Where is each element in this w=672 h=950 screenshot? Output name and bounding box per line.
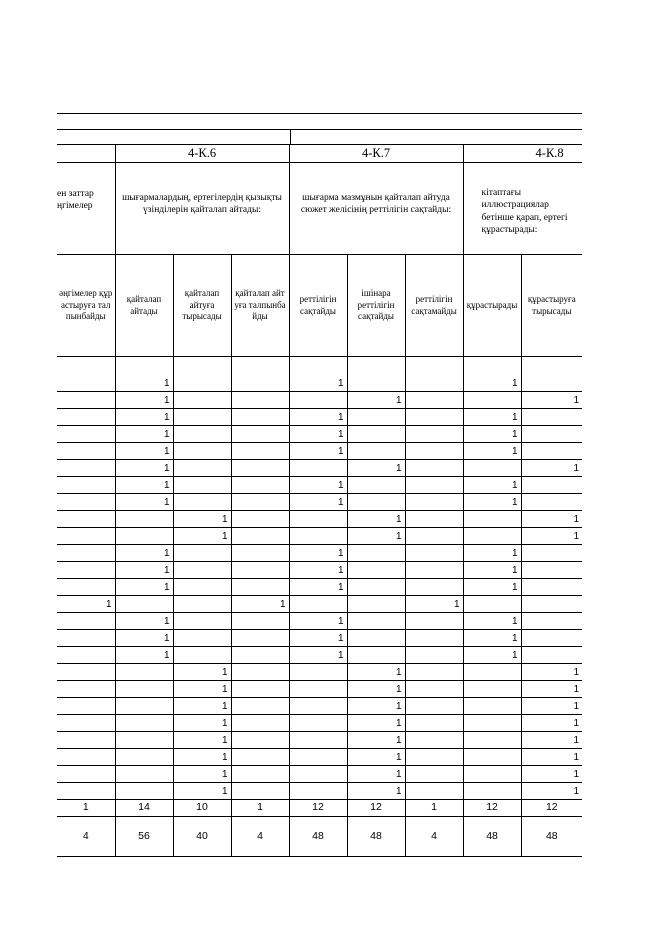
table-row [57, 409, 582, 426]
value-cell: 1 [289, 613, 347, 630]
value-cell: 1 [115, 426, 173, 443]
value-cell: 1 [463, 426, 521, 443]
value-cell [347, 647, 405, 664]
value-cell [521, 545, 582, 562]
value-cell [405, 528, 463, 545]
value-cell [347, 545, 405, 562]
value-cell [173, 613, 231, 630]
code-cell [57, 145, 115, 163]
value-cell [57, 528, 115, 545]
percent-cell: 48 [289, 817, 347, 857]
value-cell [347, 613, 405, 630]
percent-cell: 4 [231, 817, 289, 857]
percents-row [57, 817, 582, 857]
value-cell [115, 511, 173, 528]
value-cell: 1 [289, 562, 347, 579]
subheader-cell: қайталап айтуға талпынбайды [231, 255, 289, 357]
value-cell: 1 [463, 357, 521, 392]
subheader-row [57, 255, 582, 357]
value-cell [405, 511, 463, 528]
value-cell: 1 [347, 783, 405, 800]
value-cell: 1 [463, 562, 521, 579]
value-cell: 1 [289, 443, 347, 460]
table-row [57, 494, 582, 511]
value-cell: 1 [463, 630, 521, 647]
total-cell: 12 [347, 800, 405, 817]
value-cell: 1 [173, 528, 231, 545]
value-cell [405, 494, 463, 511]
value-cell: 1 [521, 715, 582, 732]
value-cell [173, 562, 231, 579]
value-cell: 1 [463, 477, 521, 494]
table-row [57, 528, 582, 545]
value-cell [289, 392, 347, 409]
value-cell [231, 494, 289, 511]
value-cell [289, 698, 347, 715]
value-cell: 1 [289, 409, 347, 426]
value-cell [231, 443, 289, 460]
value-cell [289, 511, 347, 528]
description-cell [289, 163, 463, 255]
value-cell [405, 647, 463, 664]
value-cell [231, 681, 289, 698]
value-cell: 1 [347, 698, 405, 715]
value-cell: 1 [347, 681, 405, 698]
value-cell [463, 698, 521, 715]
value-cell [231, 545, 289, 562]
value-cell: 1 [115, 545, 173, 562]
value-cell [347, 426, 405, 443]
table-row [57, 698, 582, 715]
value-cell: 1 [289, 630, 347, 647]
value-cell: 1 [115, 562, 173, 579]
value-cell [347, 494, 405, 511]
header-rule [57, 129, 582, 130]
percent-cell: 40 [173, 817, 231, 857]
value-cell [405, 443, 463, 460]
value-cell [231, 664, 289, 681]
value-cell [231, 562, 289, 579]
subheader-cell: қайталап айтады [115, 255, 173, 357]
table-row [57, 715, 582, 732]
description-text: шығармалардың, ертегілердің қызықты үзінділерін қайталап айтады: [122, 193, 282, 216]
value-cell [231, 732, 289, 749]
value-cell: 1 [289, 477, 347, 494]
value-cell [289, 715, 347, 732]
table-row [57, 579, 582, 596]
value-cell: 1 [289, 647, 347, 664]
total-cell: 12 [521, 800, 582, 817]
value-cell [521, 596, 582, 613]
value-cell [405, 766, 463, 783]
value-cell [463, 392, 521, 409]
table-row [57, 477, 582, 494]
value-cell [521, 443, 582, 460]
value-cell [231, 409, 289, 426]
code-cell: 4-К.8 [463, 145, 582, 163]
value-cell: 1 [463, 494, 521, 511]
value-cell: 1 [115, 494, 173, 511]
value-cell [463, 749, 521, 766]
value-cell: 1 [231, 596, 289, 613]
value-cell [173, 647, 231, 664]
value-cell: 1 [347, 528, 405, 545]
value-cell [521, 562, 582, 579]
value-cell [289, 460, 347, 477]
value-cell: 1 [405, 596, 463, 613]
percent-cell: 4 [57, 817, 115, 857]
value-cell: 1 [347, 732, 405, 749]
value-cell [173, 630, 231, 647]
value-cell [289, 596, 347, 613]
value-cell [405, 630, 463, 647]
value-cell [231, 766, 289, 783]
value-cell [57, 426, 115, 443]
value-cell [405, 579, 463, 596]
value-cell: 1 [347, 511, 405, 528]
value-cell: 1 [521, 460, 582, 477]
value-cell: 1 [115, 613, 173, 630]
value-cell: 1 [173, 783, 231, 800]
value-cell: 1 [289, 426, 347, 443]
percent-cell: 48 [463, 817, 521, 857]
value-cell: 1 [115, 477, 173, 494]
value-cell: 1 [289, 494, 347, 511]
value-cell [463, 528, 521, 545]
value-cell [347, 477, 405, 494]
subheader-cell: қайталап айтуға тырысады [173, 255, 231, 357]
value-cell [405, 715, 463, 732]
value-cell [463, 766, 521, 783]
table-row [57, 783, 582, 800]
value-cell [173, 443, 231, 460]
value-cell: 1 [347, 715, 405, 732]
value-cell: 1 [463, 545, 521, 562]
value-cell [405, 783, 463, 800]
value-cell [347, 630, 405, 647]
value-cell [521, 494, 582, 511]
value-cell [289, 664, 347, 681]
value-cell [231, 715, 289, 732]
code-row [57, 145, 582, 163]
value-cell: 1 [521, 732, 582, 749]
value-cell: 1 [521, 783, 582, 800]
table-row [57, 766, 582, 783]
value-cell: 1 [173, 511, 231, 528]
value-cell [57, 681, 115, 698]
value-cell: 1 [173, 766, 231, 783]
value-cell: 1 [115, 460, 173, 477]
value-cell [115, 681, 173, 698]
value-cell [231, 426, 289, 443]
value-cell: 1 [173, 732, 231, 749]
value-cell [57, 511, 115, 528]
table-row [57, 511, 582, 528]
value-cell [173, 357, 231, 392]
value-cell [405, 392, 463, 409]
value-cell: 1 [57, 596, 115, 613]
table-row [57, 596, 582, 613]
table-row [57, 357, 582, 392]
value-cell: 1 [115, 443, 173, 460]
value-cell [463, 732, 521, 749]
table-row [57, 392, 582, 409]
value-cell [463, 596, 521, 613]
value-cell: 1 [173, 664, 231, 681]
value-cell [173, 392, 231, 409]
value-cell: 1 [347, 392, 405, 409]
table-row [57, 562, 582, 579]
value-cell: 1 [463, 443, 521, 460]
value-cell [231, 783, 289, 800]
value-cell: 1 [521, 698, 582, 715]
table-row [57, 443, 582, 460]
value-cell [115, 783, 173, 800]
table-row [57, 460, 582, 477]
value-cell [231, 392, 289, 409]
value-cell [173, 460, 231, 477]
value-cell: 1 [521, 749, 582, 766]
value-cell [115, 766, 173, 783]
value-cell [521, 409, 582, 426]
value-cell [231, 511, 289, 528]
value-cell: 1 [173, 715, 231, 732]
value-cell [405, 698, 463, 715]
totals-row [57, 800, 582, 817]
value-cell: 1 [173, 749, 231, 766]
value-cell: 1 [463, 409, 521, 426]
value-cell [231, 528, 289, 545]
value-cell [405, 545, 463, 562]
description-text: шығарма мазмұнын қайталап айтуда сюжет желісінің реттілігін сақтайды: [300, 193, 452, 216]
value-cell [231, 579, 289, 596]
value-cell [521, 613, 582, 630]
description-text: ен заттар ңгімелер [57, 189, 94, 212]
value-cell [57, 443, 115, 460]
value-cell [173, 494, 231, 511]
value-cell [289, 749, 347, 766]
value-cell [57, 783, 115, 800]
total-cell: 12 [463, 800, 521, 817]
value-cell: 1 [289, 357, 347, 392]
value-cell [231, 698, 289, 715]
value-cell [231, 749, 289, 766]
value-cell: 1 [289, 545, 347, 562]
value-cell [57, 749, 115, 766]
value-cell [173, 545, 231, 562]
value-cell: 1 [521, 766, 582, 783]
value-cell [57, 647, 115, 664]
header-divider [290, 129, 291, 144]
value-cell: 1 [115, 357, 173, 392]
value-cell: 1 [115, 409, 173, 426]
value-cell [231, 460, 289, 477]
value-cell [521, 579, 582, 596]
total-cell: 1 [405, 800, 463, 817]
description-cell [115, 163, 289, 255]
value-cell [57, 630, 115, 647]
description-cell [463, 163, 582, 255]
subheader-cell: әңгімелер құрастыруға талпынбайды [57, 255, 115, 357]
value-cell [347, 357, 405, 392]
value-cell: 1 [521, 392, 582, 409]
value-cell [463, 681, 521, 698]
percent-cell: 56 [115, 817, 173, 857]
value-cell: 1 [463, 613, 521, 630]
total-cell: 10 [173, 800, 231, 817]
table-row [57, 613, 582, 630]
value-cell [115, 749, 173, 766]
value-cell [289, 732, 347, 749]
value-cell [405, 613, 463, 630]
value-cell [57, 698, 115, 715]
code-cell: 4-К.7 [289, 145, 463, 163]
value-cell [347, 596, 405, 613]
value-cell [405, 477, 463, 494]
value-cell: 1 [347, 460, 405, 477]
total-cell: 1 [57, 800, 115, 817]
value-cell: 1 [521, 528, 582, 545]
description-cell [57, 163, 115, 255]
value-cell [57, 409, 115, 426]
value-cell [57, 715, 115, 732]
assessment-table [57, 144, 582, 857]
value-cell: 1 [115, 392, 173, 409]
value-cell: 1 [173, 698, 231, 715]
value-cell [57, 494, 115, 511]
value-cell [463, 460, 521, 477]
table-row [57, 630, 582, 647]
description-text: кітаптағы иллюстрациялар бетінше қарап, ертегі құрастырады: [481, 188, 568, 236]
value-cell [405, 357, 463, 392]
top-rule [57, 113, 582, 114]
table-row [57, 664, 582, 681]
value-cell [347, 579, 405, 596]
value-cell [115, 715, 173, 732]
value-cell [289, 528, 347, 545]
value-cell: 1 [115, 579, 173, 596]
table-row [57, 545, 582, 562]
subheader-cell: реттілігін сақтайды [289, 255, 347, 357]
total-cell: 14 [115, 800, 173, 817]
code-cell: 4-К.6 [115, 145, 289, 163]
value-cell [521, 630, 582, 647]
description-row [57, 163, 582, 255]
value-cell: 1 [521, 511, 582, 528]
value-cell [57, 579, 115, 596]
value-cell [115, 698, 173, 715]
total-cell: 12 [289, 800, 347, 817]
subheader-cell: ішінара реттілігін сақтайды [347, 255, 405, 357]
value-cell: 1 [347, 749, 405, 766]
value-cell: 1 [463, 647, 521, 664]
value-cell: 1 [521, 681, 582, 698]
value-cell: 1 [463, 579, 521, 596]
value-cell: 1 [347, 664, 405, 681]
value-cell [463, 511, 521, 528]
value-cell [231, 357, 289, 392]
value-cell [405, 664, 463, 681]
value-cell [289, 681, 347, 698]
percent-cell: 4 [405, 817, 463, 857]
value-cell [347, 409, 405, 426]
value-cell [463, 783, 521, 800]
value-cell [405, 681, 463, 698]
value-cell [521, 357, 582, 392]
value-cell [521, 426, 582, 443]
value-cell [115, 528, 173, 545]
percent-cell: 48 [347, 817, 405, 857]
value-cell [57, 357, 115, 392]
value-cell: 1 [521, 664, 582, 681]
value-cell [231, 613, 289, 630]
subheader-cell: құрастыруға тырысады [521, 255, 582, 357]
value-cell [289, 766, 347, 783]
table-row [57, 647, 582, 664]
value-cell: 1 [115, 647, 173, 664]
value-cell [57, 392, 115, 409]
table-row [57, 732, 582, 749]
value-cell [57, 664, 115, 681]
value-cell [173, 477, 231, 494]
value-cell [231, 647, 289, 664]
value-cell [57, 613, 115, 630]
value-cell: 1 [347, 766, 405, 783]
value-cell [173, 426, 231, 443]
value-cell [405, 732, 463, 749]
value-cell [115, 732, 173, 749]
subheader-cell: құрастырады [463, 255, 521, 357]
value-cell [347, 443, 405, 460]
value-cell [173, 596, 231, 613]
value-cell [405, 749, 463, 766]
value-cell [289, 783, 347, 800]
value-cell [347, 562, 405, 579]
value-cell [231, 477, 289, 494]
table-row [57, 749, 582, 766]
value-cell [173, 409, 231, 426]
value-cell [115, 664, 173, 681]
value-cell [57, 477, 115, 494]
value-cell [231, 630, 289, 647]
value-cell [173, 579, 231, 596]
value-cell [463, 664, 521, 681]
value-cell [57, 460, 115, 477]
value-cell [521, 477, 582, 494]
value-cell [405, 426, 463, 443]
value-cell [463, 715, 521, 732]
value-cell [57, 766, 115, 783]
table-row [57, 681, 582, 698]
value-cell: 1 [173, 681, 231, 698]
value-cell [521, 647, 582, 664]
value-cell [405, 562, 463, 579]
value-cell [405, 409, 463, 426]
value-cell [57, 732, 115, 749]
value-cell [57, 545, 115, 562]
value-cell [57, 562, 115, 579]
table-row [57, 426, 582, 443]
percent-cell: 48 [521, 817, 582, 857]
value-cell: 1 [115, 630, 173, 647]
value-cell: 1 [289, 579, 347, 596]
value-cell [115, 596, 173, 613]
total-cell: 1 [231, 800, 289, 817]
value-cell [405, 460, 463, 477]
subheader-cell: реттілігін сақтамайды [405, 255, 463, 357]
